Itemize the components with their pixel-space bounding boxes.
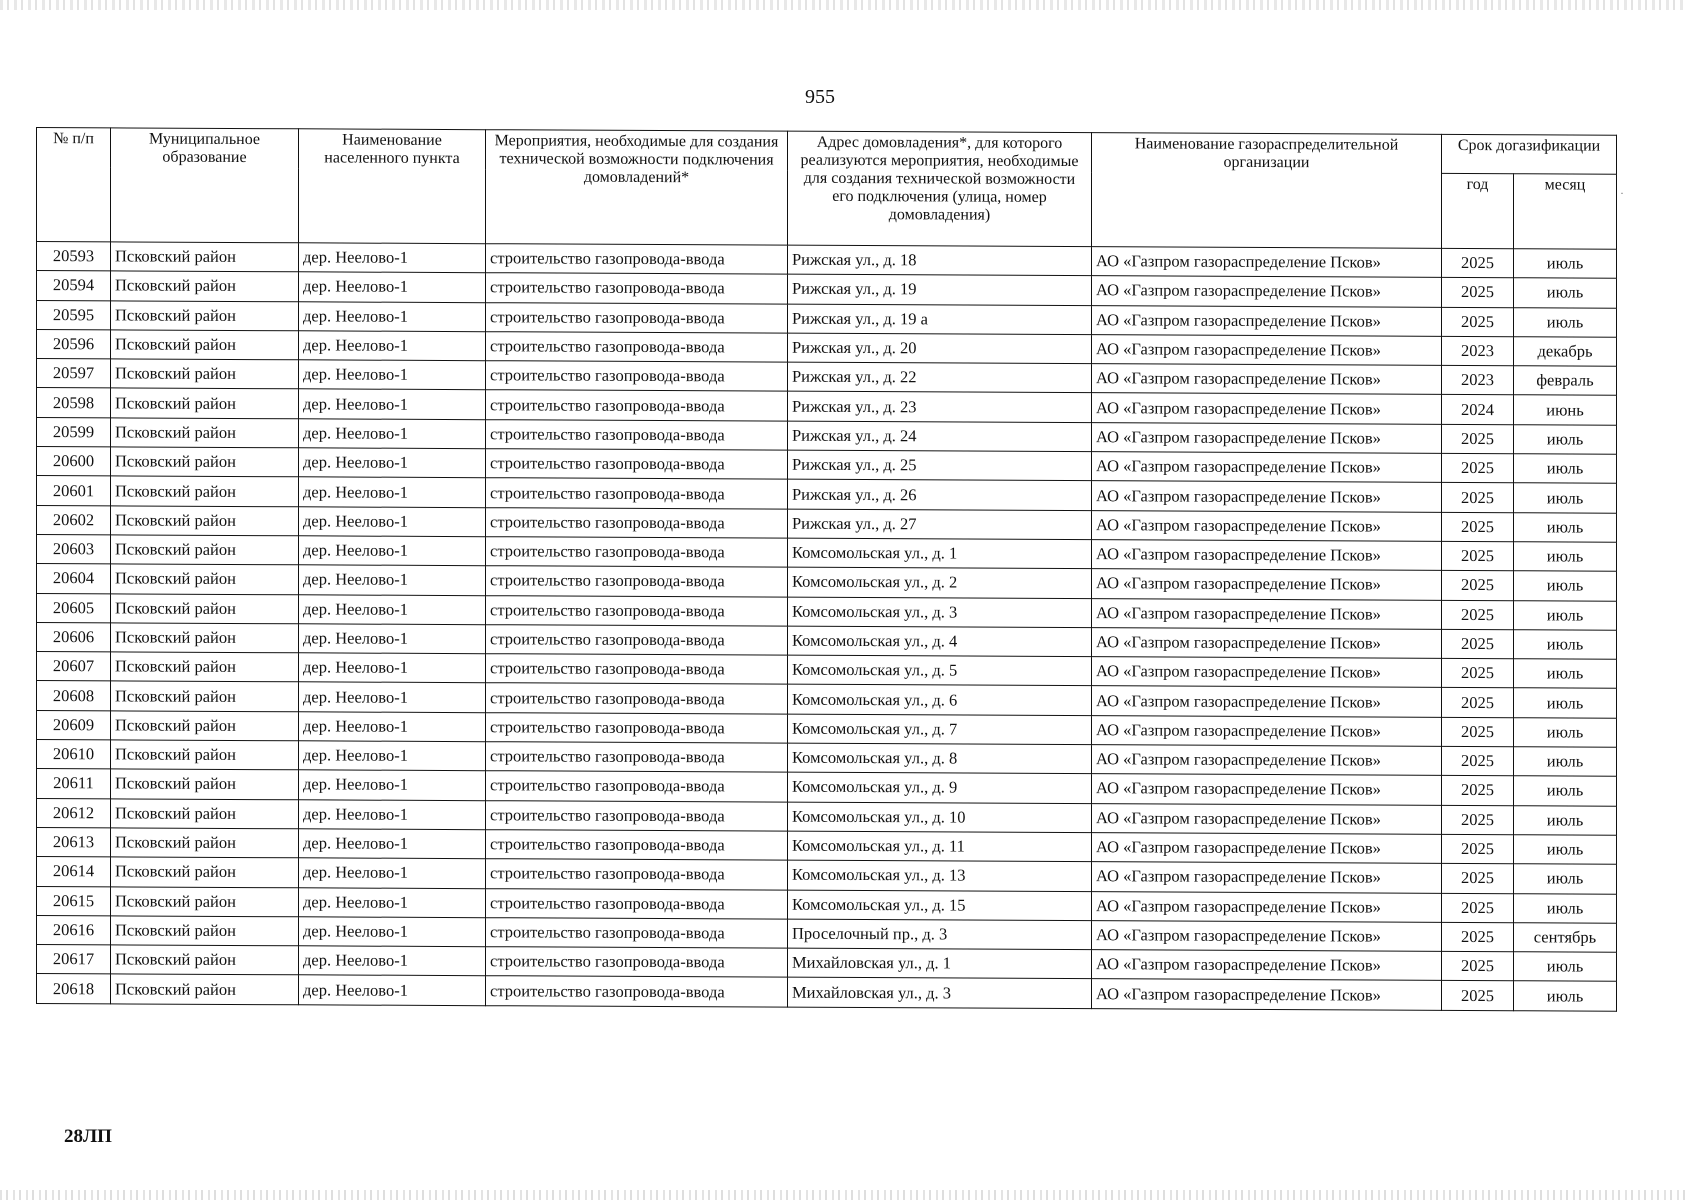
- header-organization: Наименование газораспределительной организации: [1092, 133, 1442, 249]
- cell-settlement: дер. Неелово-1: [299, 858, 486, 888]
- cell-month: июль: [1514, 571, 1617, 601]
- cell-num: 20603: [37, 534, 111, 564]
- cell-works: строительство газопровода-ввода: [486, 273, 788, 304]
- cell-municipality: Псковский район: [111, 271, 299, 301]
- cell-month: июль: [1514, 805, 1617, 835]
- cell-works: строительство газопровода-ввода: [486, 419, 788, 450]
- cell-organization: АО «Газпром газораспределение Псков»: [1092, 569, 1442, 600]
- cell-works: строительство газопровода-ввода: [486, 625, 788, 656]
- header-deadline: Срок догазификации: [1442, 134, 1617, 174]
- cell-num: 20593: [37, 242, 111, 272]
- cell-month: июль: [1514, 747, 1617, 777]
- cell-works: строительство газопровода-ввода: [486, 537, 788, 568]
- cell-month: июль: [1514, 600, 1617, 630]
- cell-address: Комсомольская ул., д. 8: [788, 743, 1092, 774]
- cell-month: июль: [1514, 425, 1617, 455]
- cell-month: июль: [1514, 512, 1617, 542]
- cell-organization: АО «Газпром газораспределение Псков»: [1092, 305, 1442, 336]
- cell-num: 20610: [37, 740, 111, 770]
- cell-year: 2025: [1442, 922, 1514, 952]
- cell-works: строительство газопровода-ввода: [486, 332, 788, 363]
- cell-organization: АО «Газпром газораспределение Псков»: [1092, 745, 1442, 776]
- cell-year: 2025: [1442, 278, 1514, 308]
- cell-settlement: дер. Неелово-1: [299, 975, 486, 1005]
- cell-municipality: Псковский район: [111, 886, 299, 916]
- cell-address: Рижская ул., д. 19 а: [788, 304, 1092, 335]
- cell-address: Комсомольская ул., д. 6: [788, 685, 1092, 716]
- cell-year: 2025: [1442, 864, 1514, 894]
- cell-year: 2025: [1442, 424, 1514, 454]
- cell-works: строительство газопровода-ввода: [486, 771, 788, 802]
- cell-year: 2025: [1442, 746, 1514, 776]
- cell-month: июль: [1514, 278, 1617, 308]
- table-body: [37, 242, 1617, 1011]
- cell-year: 2025: [1442, 834, 1514, 864]
- cell-municipality: Псковский район: [111, 506, 299, 536]
- cell-year: 2025: [1442, 600, 1514, 630]
- cell-settlement: дер. Неелово-1: [299, 946, 486, 976]
- cell-settlement: дер. Неелово-1: [299, 741, 486, 771]
- cell-works: строительство газопровода-ввода: [486, 566, 788, 597]
- cell-municipality: Псковский район: [111, 388, 299, 418]
- cell-works: строительство газопровода-ввода: [486, 742, 788, 773]
- cell-year: 2025: [1442, 951, 1514, 981]
- cell-settlement: дер. Неелово-1: [299, 536, 486, 566]
- cell-municipality: Псковский район: [111, 769, 299, 799]
- cell-organization: АО «Газпром газораспределение Псков»: [1092, 686, 1442, 717]
- cell-address: Комсомольская ул., д. 11: [788, 831, 1092, 862]
- cell-year: 2025: [1442, 805, 1514, 835]
- header-row: [37, 128, 1617, 175]
- cell-num: 20607: [37, 652, 111, 682]
- cell-year: 2025: [1442, 571, 1514, 601]
- cell-works: строительство газопровода-ввода: [486, 361, 788, 392]
- cell-municipality: Псковский район: [111, 535, 299, 565]
- cell-municipality: Псковский район: [111, 418, 299, 448]
- cell-settlement: дер. Неелово-1: [299, 653, 486, 683]
- cell-year: 2025: [1442, 688, 1514, 718]
- header-num: № п/п: [37, 128, 111, 242]
- cell-month: июль: [1514, 307, 1617, 337]
- cell-organization: АО «Газпром газораспределение Псков»: [1092, 715, 1442, 746]
- cell-month: июль: [1514, 688, 1617, 718]
- cell-works: строительство газопровода-ввода: [486, 478, 788, 509]
- header-address: Адрес домовладения*, для которого реализуются мероприятия, необходимые для создания технической возможности его подключения (улица, номер домовладения): [788, 131, 1092, 246]
- cell-organization: АО «Газпром газораспределение Псков»: [1092, 276, 1442, 307]
- cell-month: июль: [1514, 659, 1617, 689]
- cell-settlement: дер. Неелово-1: [299, 331, 486, 361]
- cell-month: июль: [1514, 630, 1617, 660]
- cell-municipality: Псковский район: [111, 242, 299, 272]
- cell-address: Рижская ул., д. 25: [788, 450, 1092, 481]
- cell-num: 20611: [37, 769, 111, 799]
- cell-num: 20600: [37, 447, 111, 477]
- cell-month: июль: [1514, 542, 1617, 572]
- cell-settlement: дер. Неелово-1: [299, 829, 486, 859]
- cell-num: 20599: [37, 417, 111, 447]
- cell-settlement: дер. Неелово-1: [299, 272, 486, 302]
- cell-settlement: дер. Неелово-1: [299, 360, 486, 390]
- cell-address: Рижская ул., д. 27: [788, 509, 1092, 540]
- cell-works: строительство газопровода-ввода: [486, 888, 788, 919]
- cell-month: июль: [1514, 981, 1617, 1011]
- cell-organization: АО «Газпром газораспределение Псков»: [1092, 774, 1442, 805]
- cell-settlement: дер. Неелово-1: [299, 477, 486, 507]
- cell-address: Комсомольская ул., д. 5: [788, 655, 1092, 686]
- cell-year: 2025: [1442, 307, 1514, 337]
- cell-address: Комсомольская ул., д. 10: [788, 802, 1092, 833]
- cell-organization: АО «Газпром газораспределение Псков»: [1092, 247, 1442, 278]
- cell-address: Комсомольская ул., д. 13: [788, 860, 1092, 891]
- cell-works: строительство газопровода-ввода: [486, 918, 788, 949]
- cell-month: июнь: [1514, 395, 1617, 425]
- cell-organization: АО «Газпром газораспределение Псков»: [1092, 979, 1442, 1010]
- cell-organization: АО «Газпром газораспределение Псков»: [1092, 833, 1442, 864]
- cell-num: 20595: [37, 300, 111, 330]
- cell-works: строительство газопровода-ввода: [486, 507, 788, 538]
- cell-organization: АО «Газпром газораспределение Псков»: [1092, 335, 1442, 366]
- cell-num: 20614: [37, 857, 111, 887]
- cell-num: 20601: [37, 476, 111, 506]
- cell-municipality: Псковский район: [111, 623, 299, 653]
- margin-mark: ·: [1620, 186, 1624, 200]
- cell-municipality: Псковский район: [111, 799, 299, 829]
- cell-num: 20613: [37, 827, 111, 857]
- cell-organization: АО «Газпром газораспределение Псков»: [1092, 510, 1442, 541]
- cell-settlement: дер. Неелово-1: [299, 624, 486, 654]
- cell-works: строительство газопровода-ввода: [486, 683, 788, 714]
- cell-works: строительство газопровода-ввода: [486, 976, 788, 1007]
- cell-month: июль: [1514, 717, 1617, 747]
- cell-month: июль: [1514, 776, 1617, 806]
- cell-year: 2025: [1442, 659, 1514, 689]
- cell-address: Рижская ул., д. 18: [788, 245, 1092, 276]
- cell-settlement: дер. Неелово-1: [299, 448, 486, 478]
- cell-address: Комсомольская ул., д. 9: [788, 773, 1092, 804]
- cell-month: июль: [1514, 864, 1617, 894]
- cell-num: 20608: [37, 681, 111, 711]
- cell-settlement: дер. Неелово-1: [299, 243, 486, 273]
- cell-organization: АО «Газпром газораспределение Псков»: [1092, 481, 1442, 512]
- cell-municipality: Псковский район: [111, 476, 299, 506]
- cell-municipality: Псковский район: [111, 593, 299, 623]
- cell-municipality: Псковский район: [111, 564, 299, 594]
- cell-organization: АО «Газпром газораспределение Псков»: [1092, 920, 1442, 951]
- cell-organization: АО «Газпром газораспределение Псков»: [1092, 452, 1442, 483]
- header-month: месяц: [1514, 174, 1617, 250]
- cell-month: декабрь: [1514, 337, 1617, 367]
- cell-num: 20605: [37, 593, 111, 623]
- cell-municipality: Псковский район: [111, 300, 299, 330]
- cell-organization: АО «Газпром газораспределение Псков»: [1092, 891, 1442, 922]
- cell-municipality: Псковский район: [111, 652, 299, 682]
- cell-year: 2025: [1442, 893, 1514, 923]
- cell-num: 20602: [37, 505, 111, 535]
- cell-year: 2025: [1442, 248, 1514, 278]
- cell-municipality: Псковский район: [111, 681, 299, 711]
- cell-year: 2023: [1442, 336, 1514, 366]
- cell-organization: АО «Газпром газораспределение Псков»: [1092, 540, 1442, 571]
- cell-settlement: дер. Неелово-1: [299, 770, 486, 800]
- cell-num: 20604: [37, 564, 111, 594]
- cell-works: строительство газопровода-ввода: [486, 390, 788, 421]
- cell-num: 20606: [37, 622, 111, 652]
- cell-address: Рижская ул., д. 22: [788, 362, 1092, 393]
- cell-settlement: дер. Неелово-1: [299, 594, 486, 624]
- cell-municipality: Псковский район: [111, 740, 299, 770]
- cell-address: Рижская ул., д. 20: [788, 333, 1092, 364]
- cell-month: июль: [1514, 454, 1617, 484]
- header-works: Мероприятия, необходимые для создания технической возможности подключения домовладений*: [486, 130, 788, 245]
- cell-address: Комсомольская ул., д. 2: [788, 567, 1092, 598]
- header-settlement: Наименование населенного пункта: [299, 129, 486, 244]
- cell-month: июль: [1514, 483, 1617, 513]
- header-municipality: Муниципальное образование: [111, 128, 299, 243]
- cell-address: Комсомольская ул., д. 4: [788, 626, 1092, 657]
- cell-year: 2025: [1442, 981, 1514, 1011]
- cell-year: 2025: [1442, 717, 1514, 747]
- cell-organization: АО «Газпром газораспределение Псков»: [1092, 950, 1442, 981]
- cell-num: 20598: [37, 388, 111, 418]
- cell-num: 20618: [37, 974, 111, 1004]
- cell-municipality: Псковский район: [111, 447, 299, 477]
- cell-municipality: Псковский район: [111, 359, 299, 389]
- cell-organization: АО «Газпром газораспределение Псков»: [1092, 364, 1442, 395]
- cell-municipality: Псковский район: [111, 330, 299, 360]
- cell-month: июль: [1514, 835, 1617, 865]
- cell-works: строительство газопровода-ввода: [486, 712, 788, 743]
- cell-settlement: дер. Неелово-1: [299, 799, 486, 829]
- cell-works: строительство газопровода-ввода: [486, 449, 788, 480]
- cell-municipality: Псковский район: [111, 828, 299, 858]
- page-number: 955: [805, 86, 835, 108]
- cell-address: Рижская ул., д. 24: [788, 421, 1092, 452]
- cell-year: 2024: [1442, 395, 1514, 425]
- cell-municipality: Псковский район: [111, 916, 299, 946]
- cell-address: Комсомольская ул., д. 1: [788, 538, 1092, 569]
- cell-settlement: дер. Неелово-1: [299, 301, 486, 331]
- cell-year: 2025: [1442, 483, 1514, 513]
- cell-works: строительство газопровода-ввода: [486, 859, 788, 890]
- cell-settlement: дер. Неелово-1: [299, 419, 486, 449]
- cell-organization: АО «Газпром газораспределение Псков»: [1092, 598, 1442, 629]
- cell-year: 2025: [1442, 453, 1514, 483]
- cell-settlement: дер. Неелово-1: [299, 389, 486, 419]
- cell-address: Михайловская ул., д. 3: [788, 978, 1092, 1009]
- cell-address: Комсомольская ул., д. 7: [788, 714, 1092, 745]
- gasification-table: [36, 127, 1617, 1011]
- cell-works: строительство газопровода-ввода: [486, 654, 788, 685]
- cell-month: сентябрь: [1514, 923, 1617, 953]
- cell-num: 20616: [37, 915, 111, 945]
- cell-works: строительство газопровода-ввода: [486, 947, 788, 978]
- cell-address: Комсомольская ул., д. 15: [788, 890, 1092, 921]
- cell-organization: АО «Газпром газораспределение Псков»: [1092, 393, 1442, 424]
- cell-municipality: Псковский район: [111, 945, 299, 975]
- cell-works: строительство газопровода-ввода: [486, 830, 788, 861]
- cell-municipality: Псковский район: [111, 974, 299, 1004]
- cell-municipality: Псковский район: [111, 711, 299, 741]
- cell-num: 20594: [37, 271, 111, 301]
- cell-year: 2025: [1442, 776, 1514, 806]
- cell-organization: АО «Газпром газораспределение Псков»: [1092, 628, 1442, 659]
- cell-organization: АО «Газпром газораспределение Псков»: [1092, 862, 1442, 893]
- cell-year: 2025: [1442, 629, 1514, 659]
- scan-edge-bottom: [0, 1190, 1686, 1200]
- cell-num: 20597: [37, 359, 111, 389]
- cell-settlement: дер. Неелово-1: [299, 917, 486, 947]
- cell-settlement: дер. Неелово-1: [299, 887, 486, 917]
- cell-settlement: дер. Неелово-1: [299, 682, 486, 712]
- cell-year: 2025: [1442, 541, 1514, 571]
- cell-works: строительство газопровода-ввода: [486, 800, 788, 831]
- cell-num: 20612: [37, 798, 111, 828]
- cell-settlement: дер. Неелово-1: [299, 565, 486, 595]
- header-year: год: [1442, 173, 1514, 248]
- cell-month: июль: [1514, 952, 1617, 982]
- cell-works: строительство газопровода-ввода: [486, 302, 788, 333]
- cell-num: 20617: [37, 945, 111, 975]
- cell-organization: АО «Газпром газораспределение Псков»: [1092, 657, 1442, 688]
- cell-month: июль: [1514, 893, 1617, 923]
- cell-settlement: дер. Неелово-1: [299, 712, 486, 742]
- footer-code: 28ЛП: [64, 1126, 112, 1147]
- cell-address: Рижская ул., д. 26: [788, 480, 1092, 511]
- cell-address: Рижская ул., д. 23: [788, 392, 1092, 423]
- cell-settlement: дер. Неелово-1: [299, 506, 486, 536]
- cell-num: 20596: [37, 329, 111, 359]
- cell-works: строительство газопровода-ввода: [486, 244, 788, 275]
- cell-organization: АО «Газпром газораспределение Псков»: [1092, 422, 1442, 453]
- cell-works: строительство газопровода-ввода: [486, 595, 788, 626]
- cell-organization: АО «Газпром газораспределение Псков»: [1092, 803, 1442, 834]
- cell-num: 20609: [37, 710, 111, 740]
- cell-year: 2023: [1442, 366, 1514, 396]
- cell-address: Комсомольская ул., д. 3: [788, 597, 1092, 628]
- cell-address: Проселочный пр., д. 3: [788, 919, 1092, 950]
- cell-month: февраль: [1514, 366, 1617, 396]
- cell-address: Рижская ул., д. 19: [788, 274, 1092, 305]
- cell-month: июль: [1514, 249, 1617, 279]
- cell-address: Михайловская ул., д. 1: [788, 948, 1092, 979]
- scan-edge-top: [0, 0, 1686, 10]
- cell-year: 2025: [1442, 512, 1514, 542]
- cell-num: 20615: [37, 886, 111, 916]
- cell-municipality: Псковский район: [111, 857, 299, 887]
